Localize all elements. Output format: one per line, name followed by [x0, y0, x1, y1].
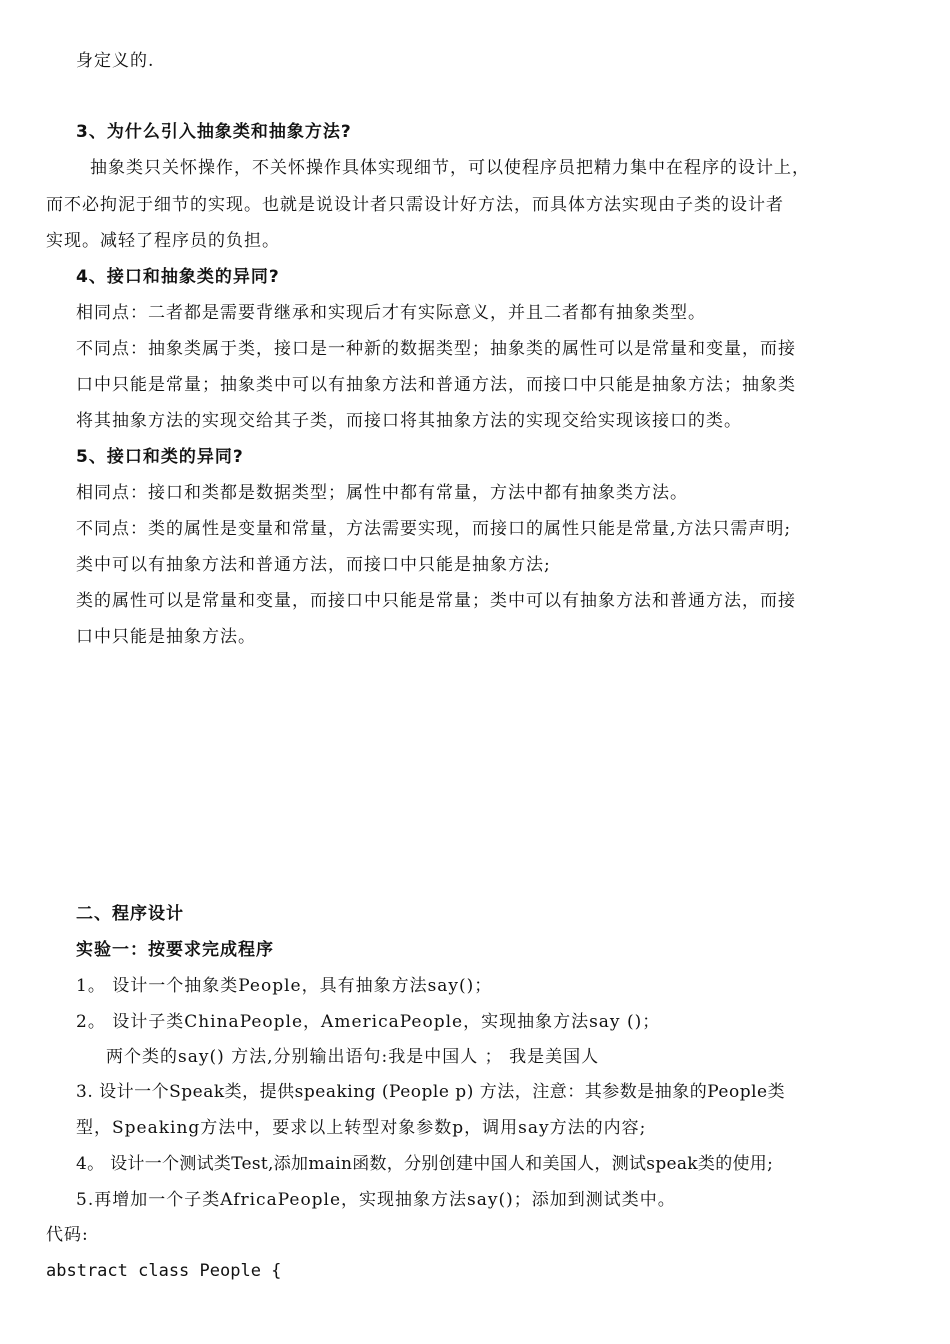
- question-4-heading: 4、接口和抽象类的异同?: [76, 267, 280, 287]
- q4-difference-line-2: 口中只能是常量；抽象类中可以有抽象方法和普通方法，而接口中只能是抽象方法；抽象类: [76, 375, 796, 395]
- q5-difference-line-4: 口中只能是抽象方法。: [76, 627, 256, 647]
- q5-similarity: 相同点：接口和类都是数据类型；属性中都有常量，方法中都有抽象类方法。: [76, 483, 688, 503]
- task-item-3-line-1: 3. 设计一个Speak类，提供speaking (People p) 方法，注意：其参数是抽象的People类: [76, 1082, 786, 1102]
- experiment-1-heading: 实验一：按要求完成程序: [76, 940, 274, 960]
- code-line-1: abstract class People {: [46, 1261, 282, 1281]
- q3-answer-line-1: 抽象类只关怀操作，不关怀操作具体实现细节，可以使程序员把精力集中在程序的设计上，: [90, 158, 810, 178]
- task-item-3-line-2: 型，Speaking方法中，要求以上转型对象参数p，调用say方法的内容;: [76, 1118, 647, 1138]
- q5-difference-line-2: 类中可以有抽象方法和普通方法，而接口中只能是抽象方法;: [76, 555, 551, 575]
- q4-difference-line-3: 将其抽象方法的实现交给其子类，而接口将其抽象方法的实现交给实现该接口的类。: [76, 411, 742, 431]
- section-2-heading: 二、程序设计: [76, 904, 184, 924]
- question-3-heading: 3、为什么引入抽象类和抽象方法?: [76, 122, 352, 142]
- question-5-heading: 5、接口和类的异同?: [76, 447, 244, 467]
- q3-answer-line-3: 实现。减轻了程序员的负担。: [46, 231, 280, 251]
- q4-difference-line-1: 不同点：抽象类属于类，接口是一种新的数据类型；抽象类的属性可以是常量和变量，而接: [76, 339, 796, 359]
- task-item-5: 5.再增加一个子类AfricaPeople，实现抽象方法say()；添加到测试类中。: [76, 1190, 676, 1210]
- continued-line: 身定义的.: [76, 51, 155, 71]
- task-item-2: 2。 设计子类ChinaPeople，AmericaPeople，实现抽象方法say ()；: [76, 1012, 661, 1032]
- task-item-2-detail: 两个类的say() 方法,分别输出语句:我是中国人 ； 我是美国人: [106, 1047, 600, 1067]
- task-item-4: 4。 设计一个测试类Test,添加main函数，分别创建中国人和美国人，测试speak类的使用;: [76, 1154, 774, 1174]
- q5-difference-line-3: 类的属性可以是常量和变量，而接口中只能是常量；类中可以有抽象方法和普通方法，而接: [76, 591, 796, 611]
- q3-answer-line-2: 而不必拘泥于细节的实现。也就是说设计者只需设计好方法，而具体方法实现由子类的设计者: [46, 195, 784, 215]
- code-label: 代码:: [46, 1225, 89, 1245]
- q4-similarity: 相同点：二者都是需要背继承和实现后才有实际意义，并且二者都有抽象类型。: [76, 303, 706, 323]
- q5-difference-line-1: 不同点：类的属性是变量和常量，方法需要实现，而接口的属性只能是常量,方法只需声明;: [76, 519, 792, 539]
- task-item-1: 1。 设计一个抽象类People，具有抽象方法say()；: [76, 976, 493, 996]
